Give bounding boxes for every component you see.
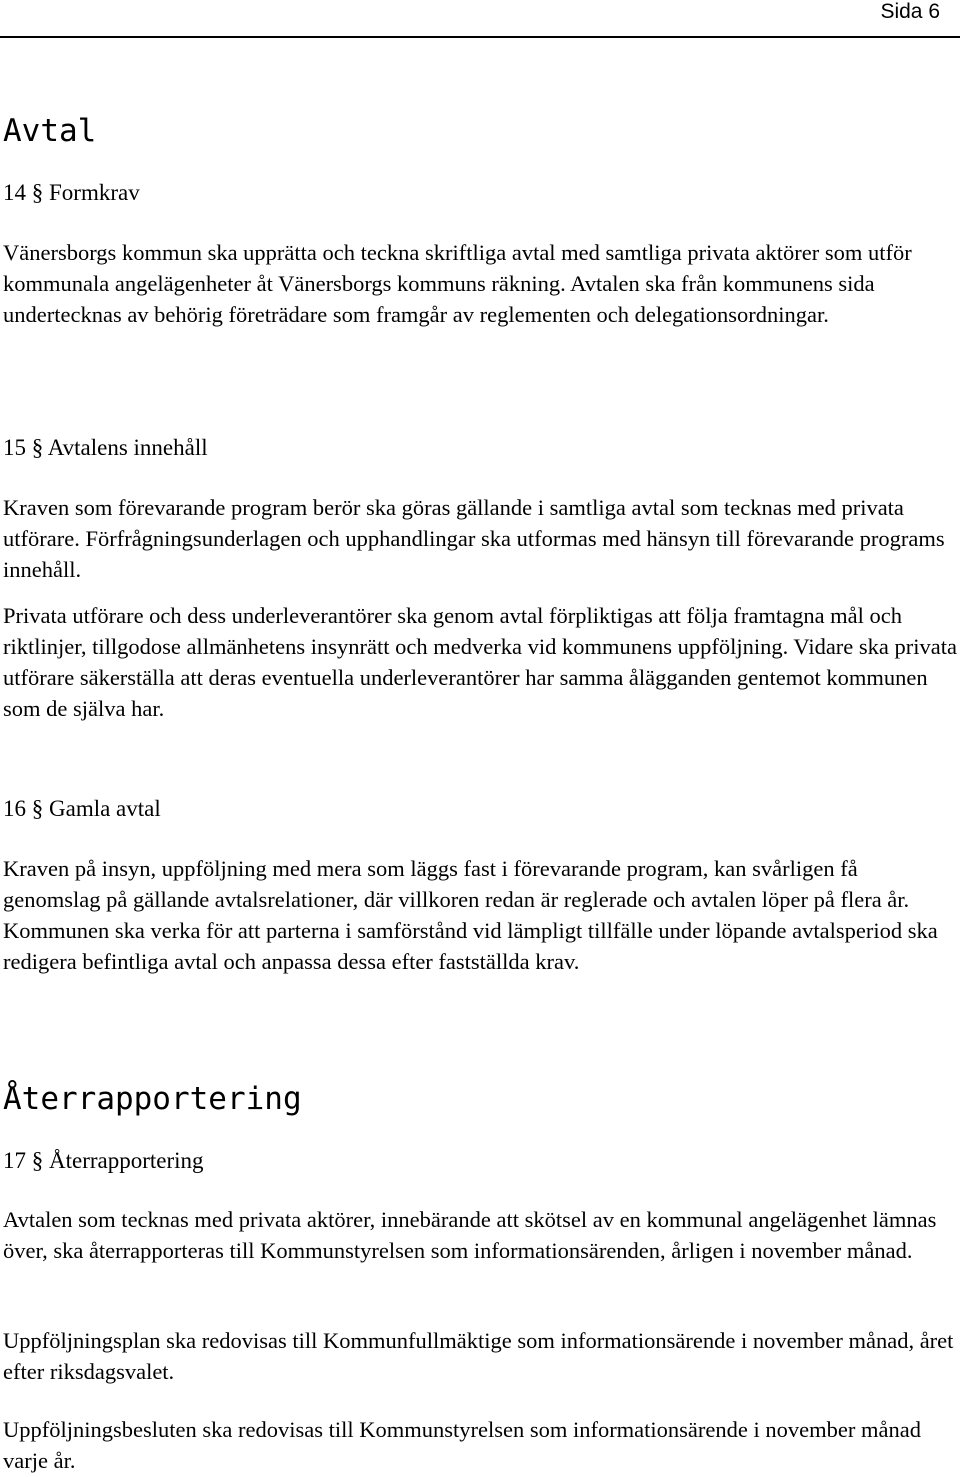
- paragraph-14-text-1: Vänersborgs kommun ska upprätta och teckna skriftliga avtal med samtliga privata aktörer som utför kommunala angelägenheter åt Vänersborgs kommuns räkning. Avtalen ska från kommunens sida undertecknas av behörig företrädare som framgår av reglementen och delegationsordningar.: [3, 240, 912, 327]
- page-number: Sida 6: [880, 0, 940, 23]
- paragraph-17-text-2: Uppföljningsplan ska redovisas till Kommunfullmäktige som informationsärende i november månad, året efter riksdagsvalet.: [3, 1328, 954, 1384]
- section-heading-aterrapportering: Återrapportering: [3, 1081, 302, 1117]
- paragraph-title-16: 16 § Gamla avtal: [3, 796, 161, 821]
- paragraph-title-15: 15 § Avtalens innehåll: [3, 435, 208, 460]
- paragraph-17-text-3: Uppföljningsbesluten ska redovisas till Kommunstyrelsen som informationsärende i november månad varje år.: [3, 1417, 921, 1473]
- paragraph-15-text-1: Kraven som förevarande program berör ska göras gällande i samtliga avtal som tecknas med privata utförare. Förfrågningsunderlagen och upphandlingar ska utformas med hänsyn till förevarande programs innehåll.: [3, 495, 945, 582]
- paragraph-15-text-2: Privata utförare och dess underleverantörer ska genom avtal förpliktigas att följa framtagna mål och riktlinjer, tillgodose allmänhetens insynrätt och medverka vid kommunens uppföljning. Vidare ska privata utförare säkerställa att deras eventuella underleverantörer har samma ålägganden gentemot kommunen som de själva har.: [3, 603, 957, 721]
- section-heading-avtal: Avtal: [3, 113, 97, 149]
- paragraph-16-text-1: Kraven på insyn, uppföljning med mera som läggs fast i förevarande program, kan svårligen få genomslag på gällande avtalsrelationer, där villkoren redan är reglerade och avtalen löper på flera år. Kommunen ska verka för att parterna i samförstånd vid lämpligt tillfälle under löpande avtalsperiod ska redigera befintliga avtal och anpassa dessa efter fastställda krav.: [3, 856, 938, 974]
- paragraph-title-14: 14 § Formkrav: [3, 180, 140, 205]
- paragraph-title-17: 17 § Återrapportering: [3, 1148, 204, 1173]
- header-divider: [0, 36, 960, 38]
- page-header: [0, 0, 960, 38]
- paragraph-17-text-1: Avtalen som tecknas med privata aktörer, innebärande att skötsel av en kommunal angelägenhet lämnas över, ska återrapporteras till Kommunstyrelsen som informationsärenden, årligen i november månad.: [3, 1207, 937, 1263]
